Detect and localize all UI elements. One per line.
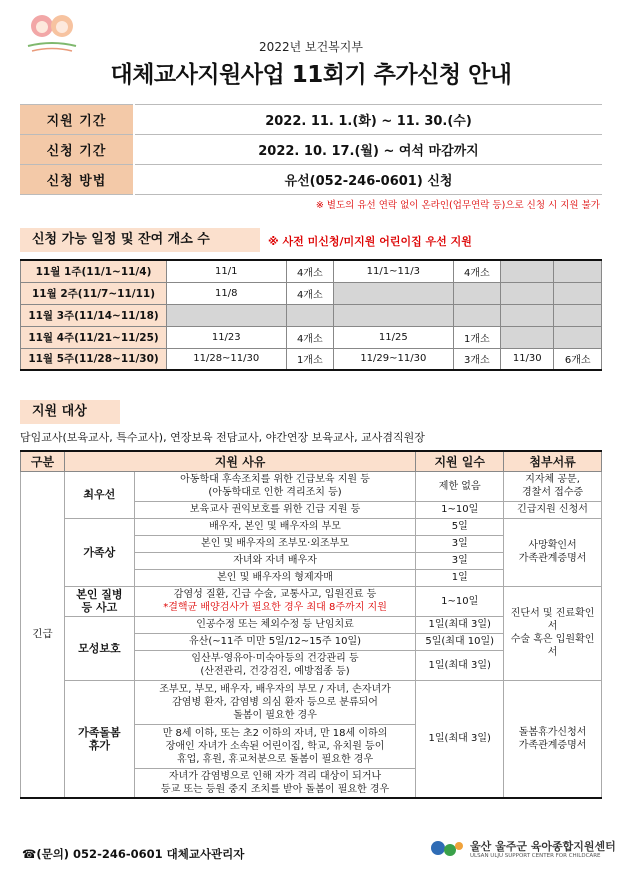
date-cell: 11/1 — [167, 260, 287, 282]
center-name-ko: 울산 울주군 육아종합지원센터 — [470, 840, 616, 853]
attach-cell: 긴급지원 신청서 — [504, 501, 602, 518]
illness-reason: 감염성 질환, 긴급 수술, 교통사고, 입원진료 등 — [173, 589, 377, 600]
reason-cell: 자녀와 자녀 배우자 — [134, 552, 415, 569]
days-cell: 1일(최대 3일) — [416, 650, 504, 680]
schedule-table — [20, 259, 602, 371]
reason-cell: 유산(~11주 미만 5일/12~15주 10일) — [134, 633, 415, 650]
info-label: 지원 기간 — [20, 105, 134, 135]
group-maternity: 모성보호 — [64, 616, 134, 680]
days-cell: 1~10일 — [416, 586, 504, 616]
reason-cell: 조부모, 부모, 배우자, 배우자의 부모 / 자녀, 손자녀가 감염병 환자, 감염병 의심 환자 등으로 분류되어 돌봄이 필요한 경우 — [134, 680, 415, 724]
empty-cell — [334, 304, 454, 326]
reason-cell: 배우자, 본인 및 배우자의 부모 — [134, 518, 415, 535]
empty-cell — [554, 282, 602, 304]
group-illness: 본인 질병 등 사고 — [64, 586, 134, 616]
reason-cell: 보육교사 권익보호를 위한 긴급 지원 등 — [134, 501, 415, 518]
info-row — [20, 105, 602, 135]
count-cell: 6개소 — [554, 348, 602, 370]
group-care: 가족돌봄 휴가 — [64, 680, 134, 798]
illness-note: *결핵균 배양검사가 필요한 경우 최대 8주까지 지원 — [163, 602, 387, 613]
header-attach: 첨부서류 — [504, 451, 602, 471]
year-text: 2022년 보건복지부 — [259, 40, 363, 54]
center-logo — [430, 836, 616, 866]
info-note: ※ 별도의 유선 연락 없이 온라인(업무연락 등)으로 신청 시 지원 불가 — [315, 200, 600, 211]
info-row — [20, 165, 602, 195]
center-logo-icon — [430, 838, 464, 862]
empty-cell — [501, 304, 554, 326]
date-cell: 11/8 — [167, 282, 287, 304]
count-cell: 1개소 — [453, 326, 501, 348]
empty-cell — [554, 304, 602, 326]
group-family: 가족상 — [64, 518, 134, 586]
date-cell: 11/29~11/30 — [334, 348, 454, 370]
reason-cell — [134, 586, 415, 616]
days-cell: 1일(최대 3일) — [416, 616, 504, 633]
reason-cell: 만 8세 이하, 또는 초2 이하의 자녀, 만 18세 이하의 장애인 자녀가 소속된 어린이집, 학교, 유치원 등이 휴업, 휴원, 휴교처분으로 돌봄이 필요한 경우 — [134, 724, 415, 768]
date-cell: 11/25 — [334, 326, 454, 348]
date-cell: 11/23 — [167, 326, 287, 348]
schedule-row — [21, 304, 602, 326]
days-cell: 3일 — [416, 552, 504, 569]
week-label: 11월 3주(11/14~11/18) — [21, 304, 167, 326]
days-cell: 5일 — [416, 518, 504, 535]
reason-cell: 본인 및 배우자의 형제자매 — [134, 569, 415, 586]
empty-cell — [167, 304, 287, 326]
info-value: 유선(052-246-0601) 신청 — [134, 165, 602, 195]
table-row — [21, 586, 602, 616]
table-row — [21, 518, 602, 535]
empty-cell — [554, 326, 602, 348]
date-cell: 11/1~11/3 — [334, 260, 454, 282]
table-row — [21, 471, 602, 501]
week-label: 11월 2주(11/7~11/11) — [21, 282, 167, 304]
outer-category: 긴급 — [21, 471, 65, 798]
info-value: 2022. 10. 17.(월) ~ 여석 마감까지 — [134, 135, 602, 165]
days-cell: 1일 — [416, 569, 504, 586]
count-cell: 4개소 — [286, 326, 334, 348]
schedule-row — [21, 260, 602, 282]
header-category: 구분 — [21, 451, 65, 471]
empty-cell — [453, 304, 501, 326]
header-days: 지원 일수 — [416, 451, 504, 471]
reason-cell: 아동학대 후속조치를 위한 긴급보육 지원 등 (아동학대로 인한 격리조치 등) — [134, 471, 415, 501]
count-cell: 4개소 — [286, 282, 334, 304]
contact-line: ☎(문의) 052-246-0601 대체교사관리자 — [22, 847, 245, 861]
week-label: 11월 4주(11/21~11/25) — [21, 326, 167, 348]
table-header-row — [21, 451, 602, 471]
attach-cell: 사망확인서 가족관계증명서 — [504, 518, 602, 586]
schedule-heading: 신청 가능 일정 및 잔여 개소 수 — [20, 228, 260, 252]
attach-cell: 돌봄휴가신청서 가족관계증명서 — [504, 680, 602, 798]
info-row — [20, 135, 602, 165]
page-title: 대체교사지원사업 11회기 추가신청 안내 — [110, 62, 512, 88]
empty-cell — [334, 282, 454, 304]
reason-cell: 자녀가 감염병으로 인해 자가 격리 대상이 되거나 등교 또는 등원 중지 조치를 받아 돌봄이 필요한 경우 — [134, 768, 415, 798]
schedule-row — [21, 282, 602, 304]
empty-cell — [501, 260, 554, 282]
empty-cell — [554, 260, 602, 282]
schedule-row — [21, 326, 602, 348]
week-label: 11월 1주(11/1~11/4) — [21, 260, 167, 282]
center-name-en: ULSAN ULJU SUPPORT CENTER FOR CHILDCARE — [470, 853, 601, 859]
count-cell: 3개소 — [453, 348, 501, 370]
empty-cell — [453, 282, 501, 304]
days-cell: 1일(최대 3일) — [416, 680, 504, 798]
count-cell: 4개소 — [453, 260, 501, 282]
days-cell: 3일 — [416, 535, 504, 552]
target-line: 담임교사(보육교사, 특수교사), 연장보육 전담교사, 야간연장 보육교사, 교사겸직원장 — [20, 431, 425, 444]
schedule-row — [21, 348, 602, 370]
info-label: 신청 방법 — [20, 165, 134, 195]
days-cell: 제한 없음 — [416, 471, 504, 501]
days-cell: 5일(최대 10일) — [416, 633, 504, 650]
target-heading: 지원 대상 — [20, 400, 120, 424]
date-cell: 11/28~11/30 — [167, 348, 287, 370]
count-cell: 4개소 — [286, 260, 334, 282]
reason-cell: 임산부·영유아·미숙아등의 건강관리 등 (산전관리, 건강검진, 예방접종 등) — [134, 650, 415, 680]
info-label: 신청 기간 — [20, 135, 134, 165]
empty-cell — [501, 326, 554, 348]
days-cell: 1~10일 — [416, 501, 504, 518]
attach-cell: 지자체 공문, 경찰서 접수증 — [504, 471, 602, 501]
info-value: 2022. 11. 1.(화) ~ 11. 30.(수) — [134, 105, 602, 135]
date-cell: 11/30 — [501, 348, 554, 370]
support-table — [20, 450, 602, 799]
empty-cell — [286, 304, 334, 326]
week-label: 11월 5주(11/28~11/30) — [21, 348, 167, 370]
count-cell: 1개소 — [286, 348, 334, 370]
table-row — [21, 680, 602, 724]
schedule-note: ※ 사전 미신청/미지원 어린이집 우선 지원 — [268, 235, 472, 248]
reason-cell: 인공수정 또는 체외수정 등 난임치료 — [134, 616, 415, 633]
attach-cell: 진단서 및 진료확인서 수술 혹은 입원확인서 — [504, 586, 602, 680]
empty-cell — [501, 282, 554, 304]
header-reason: 지원 사유 — [64, 451, 415, 471]
info-table — [20, 104, 602, 195]
reason-cell: 본인 및 배우자의 조부모·외조부모 — [134, 535, 415, 552]
group-priority: 최우선 — [64, 471, 134, 518]
